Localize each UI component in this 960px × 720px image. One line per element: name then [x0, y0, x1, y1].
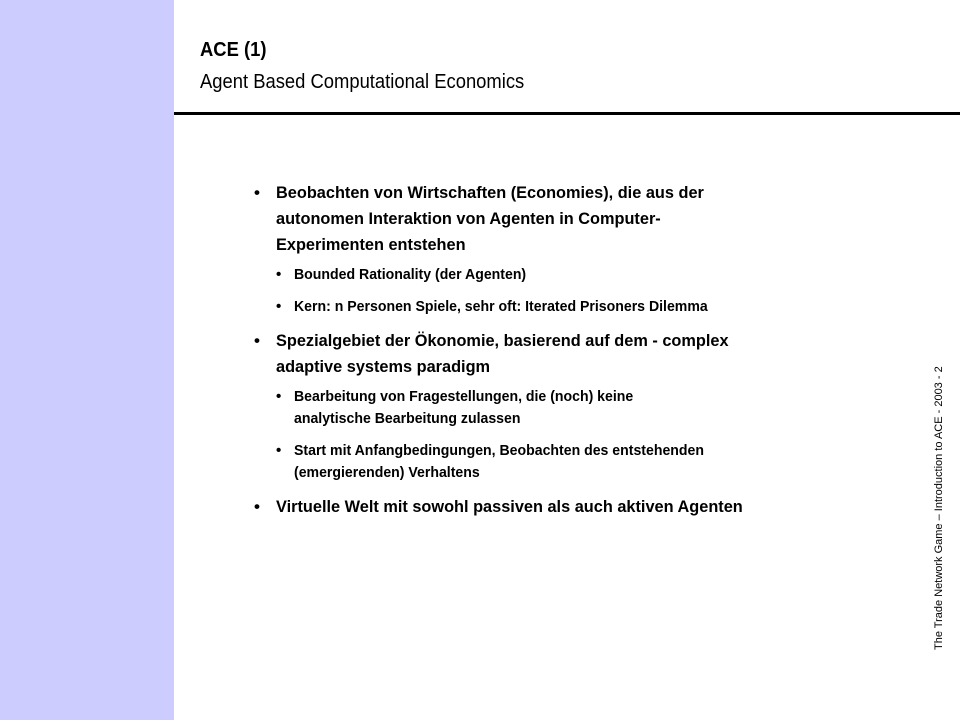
sub-bullet-line: (emergierenden) Verhaltens: [294, 464, 480, 481]
sub-bullet-item: [276, 386, 894, 430]
sub-bullet-item: [276, 264, 894, 286]
bullet-line: Spezialgebiet der Ökonomie, basierend auf dem - complex: [276, 331, 729, 350]
sub-bullet-line: analytische Bearbeitung zulassen: [294, 410, 521, 427]
bullet-item: [254, 180, 894, 318]
title-divider: [174, 112, 960, 115]
sub-bullet-text: [294, 264, 820, 286]
sub-bullet-item: [276, 296, 894, 318]
sub-bullet-marker: •: [276, 442, 282, 459]
bullet-marker: •: [254, 497, 260, 516]
vertical-footer: [932, 300, 960, 650]
bullet-marker: •: [254, 183, 260, 202]
bullet-line: Beobachten von Wirtschaften (Economies), die aus der: [276, 183, 704, 202]
bullet-text: [276, 328, 869, 380]
sub-bullet-line: Kern: n Personen Spiele, sehr oft: Iterated Prisoners Dilemma: [294, 298, 708, 315]
bullet-line: autonomen Interaktion von Agenten in Computer-: [276, 209, 661, 228]
sub-bullet-list: [276, 264, 894, 318]
bullet-text: [276, 180, 869, 258]
slide-subtitle: Agent Based Computational Economics: [200, 71, 525, 93]
bullet-item: [254, 494, 894, 520]
sub-bullet-list: [276, 386, 894, 484]
sub-bullet-text: [294, 296, 820, 318]
sub-bullet-line: Start mit Anfangbedingungen, Beobachten des entstehenden: [294, 442, 704, 459]
footer-text: The Trade Network Game – Introduction to ACE - 2003 - 2: [933, 366, 945, 650]
side-color-bar: [0, 0, 174, 720]
bullet-line: Virtuelle Welt mit sowohl passiven als auch aktiven Agenten: [276, 497, 743, 516]
sub-bullet-item: [276, 440, 894, 484]
bullet-line: Experimenten entstehen: [276, 235, 466, 254]
sub-bullet-line: Bounded Rationality (der Agenten): [294, 266, 527, 283]
bullet-marker: •: [254, 331, 260, 350]
sub-bullet-line: Bearbeitung von Fragestellungen, die (noch) keine: [294, 388, 634, 405]
sub-bullet-marker: •: [276, 266, 282, 283]
bullet-line: adaptive systems paradigm: [276, 357, 491, 376]
bullet-list: [254, 180, 894, 528]
bullet-item: [254, 328, 894, 484]
bullet-text: [276, 494, 869, 520]
sub-bullet-marker: •: [276, 388, 282, 405]
slide-title: ACE (1): [200, 39, 267, 61]
sub-bullet-text: [294, 386, 820, 430]
sub-bullet-text: [294, 440, 820, 484]
sub-bullet-marker: •: [276, 298, 282, 315]
